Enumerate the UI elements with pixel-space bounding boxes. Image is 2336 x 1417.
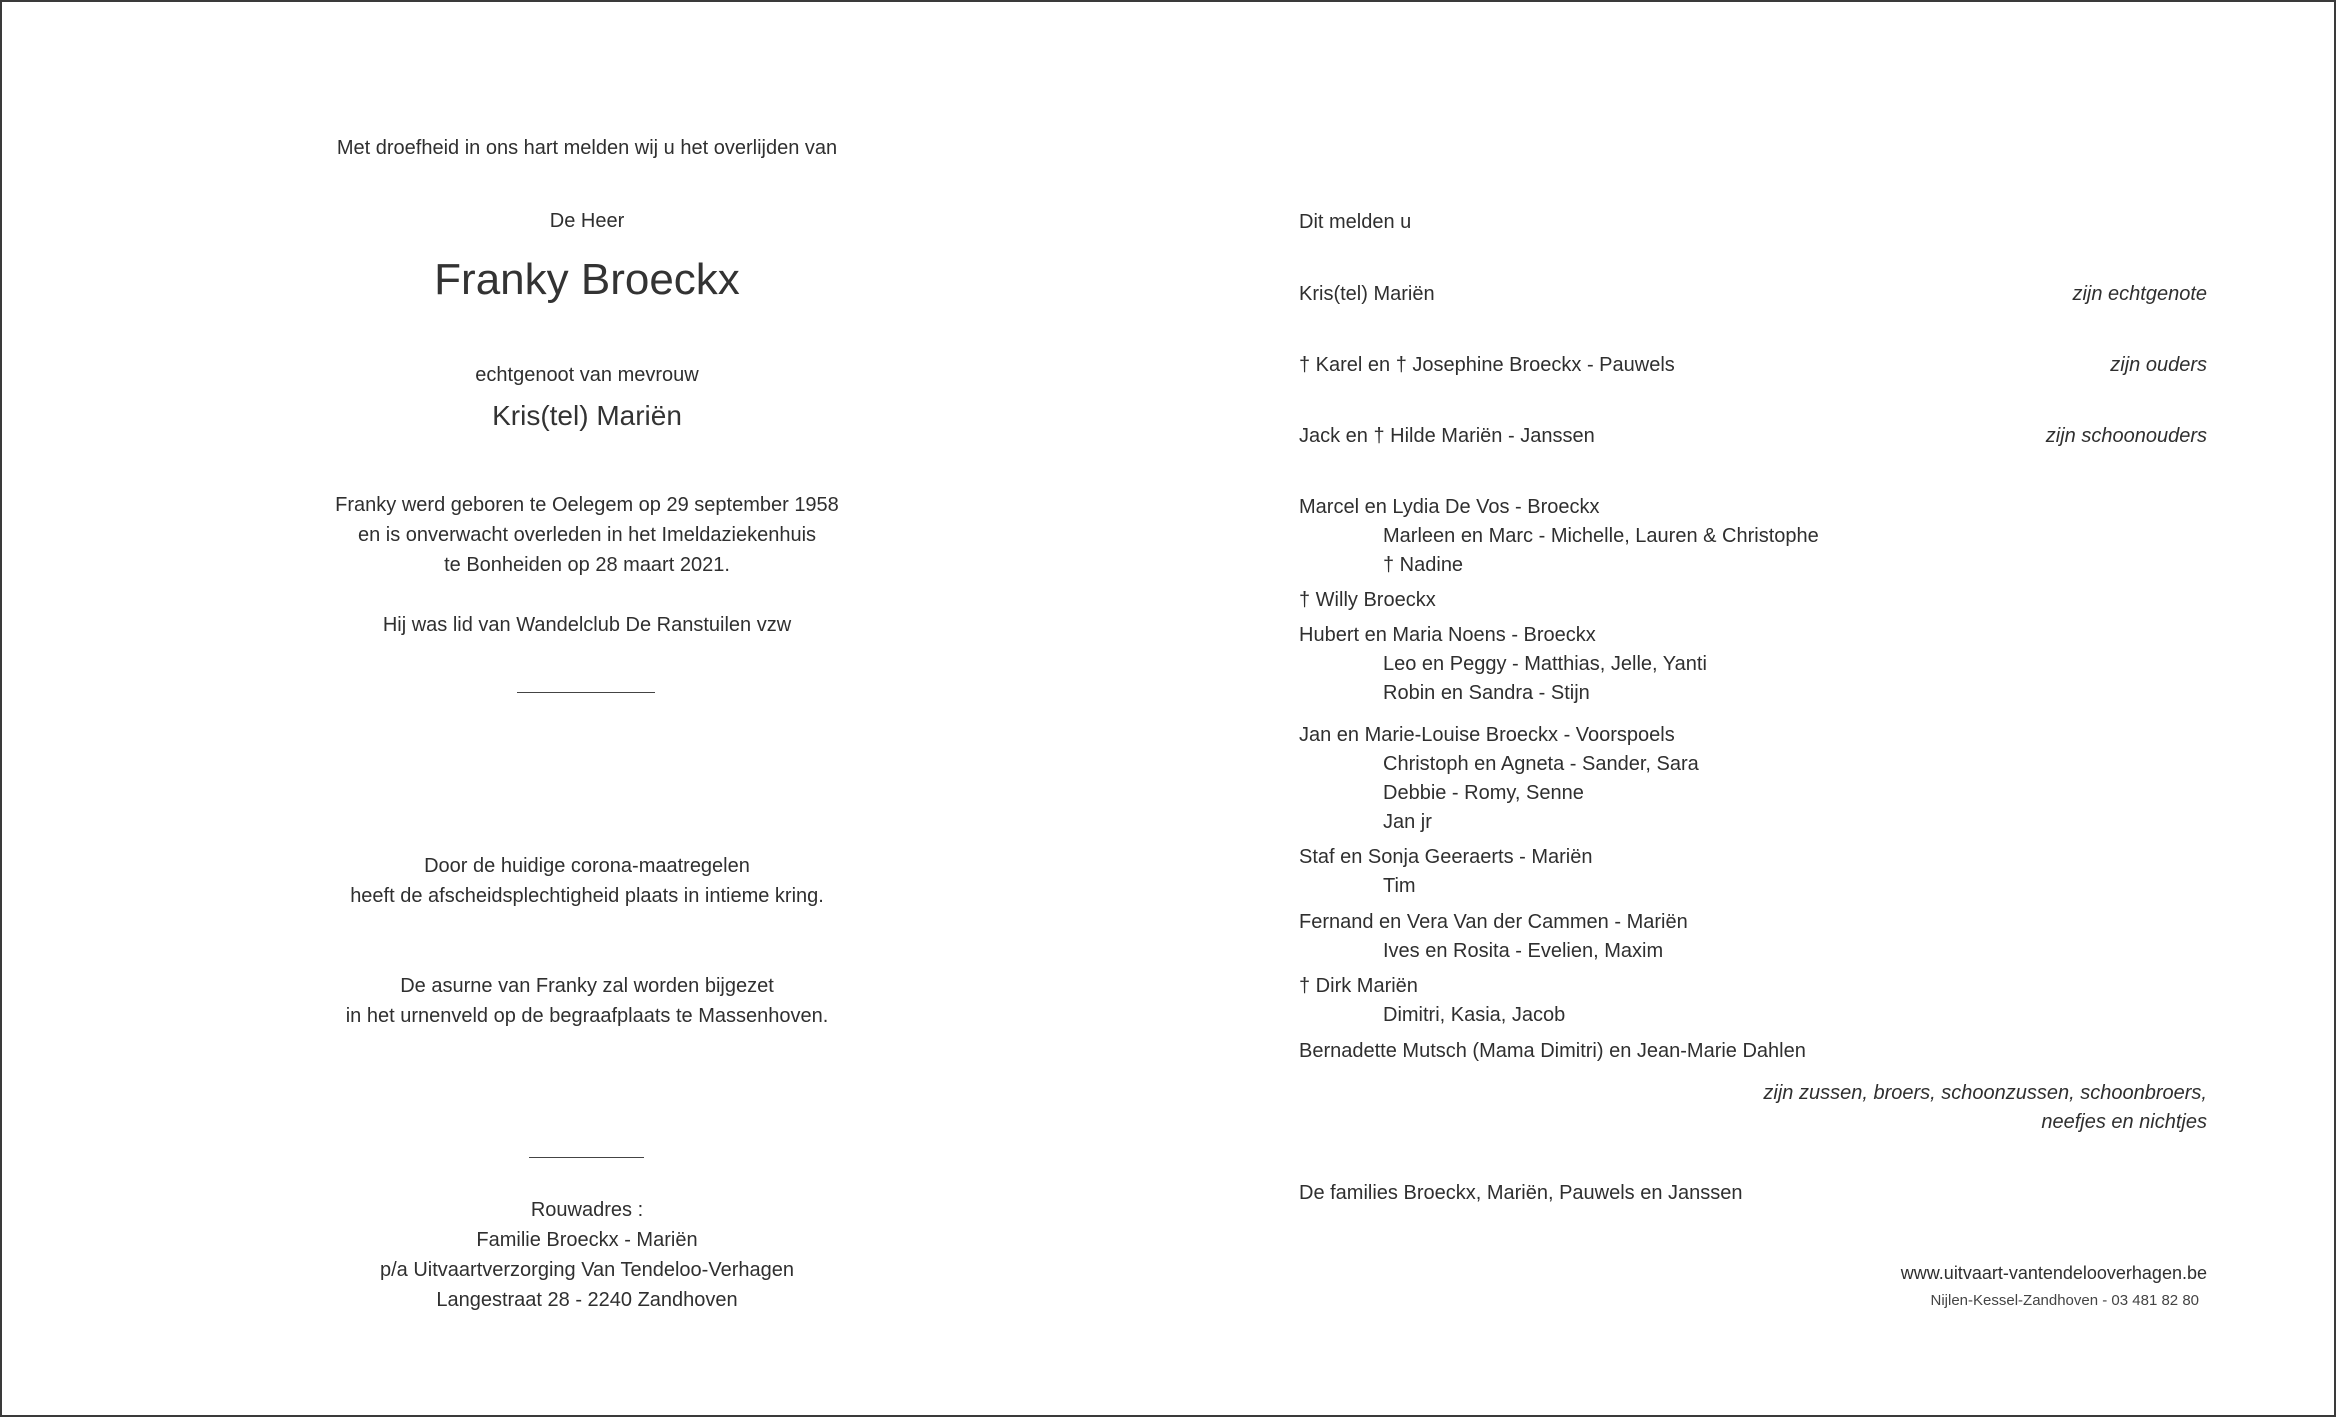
- closing-line: neefjes en nichtjes: [2041, 1111, 2207, 1133]
- divider-top: [517, 692, 655, 693]
- families-line: De families Broeckx, Mariën, Pauwels en Janssen: [1299, 1182, 1743, 1204]
- family-line: Leo en Peggy - Matthias, Jelle, Yanti: [1383, 653, 1707, 675]
- corona-line: Door de huidige corona-maatregelen: [424, 855, 750, 877]
- right-intro: Dit melden u: [1299, 211, 1412, 233]
- family-line: Robin en Sandra - Stijn: [1383, 682, 1590, 704]
- address-line: Rouwadres :: [530, 1199, 644, 1221]
- honorific: De Heer: [549, 210, 625, 232]
- contact-info: Nijlen-Kessel-Zandhoven - 03 481 82 80: [1930, 1292, 2199, 1309]
- urn-line: De asurne van Franky zal worden bijgezet: [400, 975, 774, 997]
- intro-text: Met droefheid in ons hart melden wij u het overlijden van: [336, 137, 838, 159]
- relative-relation: zijn ouders: [2110, 354, 2207, 376]
- family-line: Ives en Rosita - Evelien, Maxim: [1383, 940, 1664, 962]
- spouse-intro: echtgenoot van mevrouw: [475, 364, 699, 386]
- family-line: Debbie - Romy, Senne: [1383, 782, 1584, 804]
- birth-line: en is onverwacht overleden in het Imeldaziekenhuis: [357, 524, 817, 546]
- birth-line: Franky werd geboren te Oelegem op 29 september 1958: [335, 494, 839, 516]
- address-line: p/a Uitvaartverzorging Van Tendeloo-Verhagen: [380, 1259, 794, 1281]
- relative-relation: zijn echtgenote: [2072, 283, 2207, 305]
- address-line: Langestraat 28 - 2240 Zandhoven: [436, 1289, 738, 1311]
- relative-name: Kris(tel) Mariën: [1299, 283, 1435, 305]
- family-line: Fernand en Vera Van der Cammen - Mariën: [1299, 911, 1688, 933]
- deceased-name: Franky Broeckx: [434, 255, 740, 304]
- relative-name: † Karel en † Josephine Broeckx - Pauwels: [1299, 354, 1675, 376]
- urn-line: in het urnenveld op de begraafplaats te Massenhoven.: [345, 1005, 829, 1027]
- family-line: Tim: [1383, 875, 1416, 897]
- family-line: Jan jr: [1383, 811, 1432, 833]
- family-line: † Willy Broeckx: [1299, 589, 1436, 611]
- family-line: Bernadette Mutsch (Mama Dimitri) en Jean-Marie Dahlen: [1299, 1040, 1806, 1062]
- family-line: Marleen en Marc - Michelle, Lauren & Christophe: [1383, 525, 1819, 547]
- club-text: Hij was lid van Wandelclub De Ranstuilen vzw: [382, 614, 792, 636]
- relative-relation: zijn schoonouders: [2045, 425, 2207, 447]
- divider-bottom: [529, 1157, 644, 1158]
- family-line: † Nadine: [1383, 554, 1464, 576]
- family-line: Hubert en Maria Noens - Broeckx: [1299, 624, 1596, 646]
- family-line: † Dirk Mariën: [1299, 975, 1418, 997]
- birth-line: te Bonheiden op 28 maart 2021.: [444, 554, 730, 576]
- family-line: Jan en Marie-Louise Broeckx - Voorspoels: [1299, 724, 1675, 746]
- family-line: Staf en Sonja Geeraerts - Mariën: [1299, 846, 1593, 868]
- website-link[interactable]: www.uitvaart-vantendelooverhagen.be: [1900, 1263, 2207, 1283]
- family-line: Marcel en Lydia De Vos - Broeckx: [1299, 496, 1600, 518]
- family-line: Christoph en Agneta - Sander, Sara: [1383, 753, 1699, 775]
- closing-line: zijn zussen, broers, schoonzussen, schoonbroers,: [1763, 1082, 2207, 1104]
- address-line: Familie Broeckx - Mariën: [476, 1229, 698, 1251]
- family-line: Dimitri, Kasia, Jacob: [1383, 1004, 1566, 1026]
- relative-name: Jack en † Hilde Mariën - Janssen: [1299, 425, 1595, 447]
- spouse-name: Kris(tel) Mariën: [492, 400, 682, 431]
- corona-line: heeft de afscheidsplechtigheid plaats in intieme kring.: [350, 885, 824, 907]
